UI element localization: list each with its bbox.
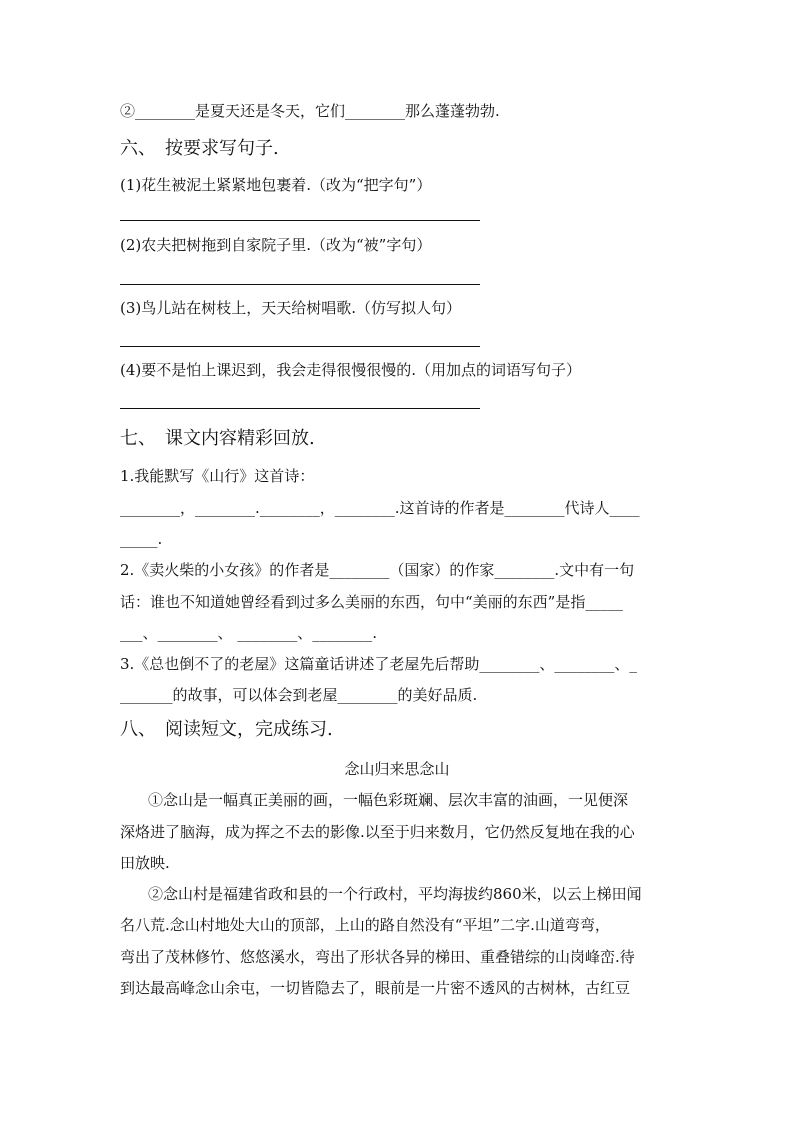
answer-line-6-1[interactable] [120, 220, 480, 221]
paragraph-2-line-3: 弯出了茂林修竹、悠悠溪水，弯出了形状各异的梯田、重叠错综的山岗峰峦.待 [120, 948, 635, 966]
question-6-4: (4)要不是怕上课迟到，我会走得很慢很慢的.（用加点的词语写句子） [120, 361, 582, 379]
article-title: 念山归来思念山 [344, 760, 450, 778]
question-7-2[interactable]: 2.《卖火柴的小女孩》的作者是________（国家）的作家________.文中有一句 [120, 561, 635, 579]
answer-line-6-3[interactable] [120, 346, 480, 347]
question-6-1: (1)花生被泥土紧紧地包裹着.（改为“把字句”） [120, 176, 432, 194]
section-8-heading: 八、 阅读短文，完成练习. [120, 719, 333, 740]
paragraph-1-line-2: 深烙进了脑海，成为挥之不去的影像.以至于归来数月，它仍然反复地在我的心 [120, 823, 635, 841]
section-6-heading: 六、 按要求写句子. [120, 138, 279, 159]
answer-line-6-2[interactable] [120, 284, 480, 285]
paragraph-1-line-3: 田放映. [120, 854, 170, 872]
question-7-3[interactable]: 3.《总也倒不了的老屋》这篇童话讲述了老屋先后帮助________、________、_ [120, 655, 637, 673]
paragraph-2-line-4: 到达最高峰念山余屯，一切皆隐去了，眼前是一片密不透风的古树林，古红豆 [120, 979, 631, 997]
section-7-heading: 七、 课文内容精彩回放. [120, 428, 315, 449]
question-7-2-cont[interactable]: 话：谁也不知道她曾经看到过多么美丽的东西，句中“美丽的东西”是指_____ [120, 593, 623, 611]
question-7-1-blanks-cont[interactable]: _____. [120, 530, 163, 548]
question-7-1: 1.我能默写《山行》这首诗： [120, 467, 315, 485]
answer-line-6-4[interactable] [120, 408, 480, 409]
question-6-2: (2)农夫把树拖到自家院子里.（改为“被”字句） [120, 236, 432, 254]
fill-in-line: ②________是夏天还是冬天，它们________那么蓬蓬勃勃. [120, 102, 500, 120]
question-7-1-blanks[interactable]: ________，________.________，________.这首诗的作者是________代诗人____ [120, 499, 640, 517]
paragraph-2-line-1: ②念山村是福建省政和县的一个行政村，平均海拔约860米，以云上梯田闻 [148, 885, 642, 903]
question-7-2-blanks[interactable]: ___、________、 ________、________. [120, 624, 378, 642]
question-7-3-cont[interactable]: _______的故事，可以体会到老屋________的美好品质. [120, 686, 478, 704]
paragraph-1-line-1: ①念山是一幅真正美丽的画，一幅色彩斑斓、层次丰富的油画，一见便深 [148, 791, 629, 809]
paragraph-2-line-2: 名八荒.念山村地处大山的顶部，上山的路自然没有“平坦”二字.山道弯弯， [120, 916, 610, 934]
question-6-3: (3)鸟儿站在树枝上，天天给树唱歌.（仿写拟人句） [120, 299, 462, 317]
